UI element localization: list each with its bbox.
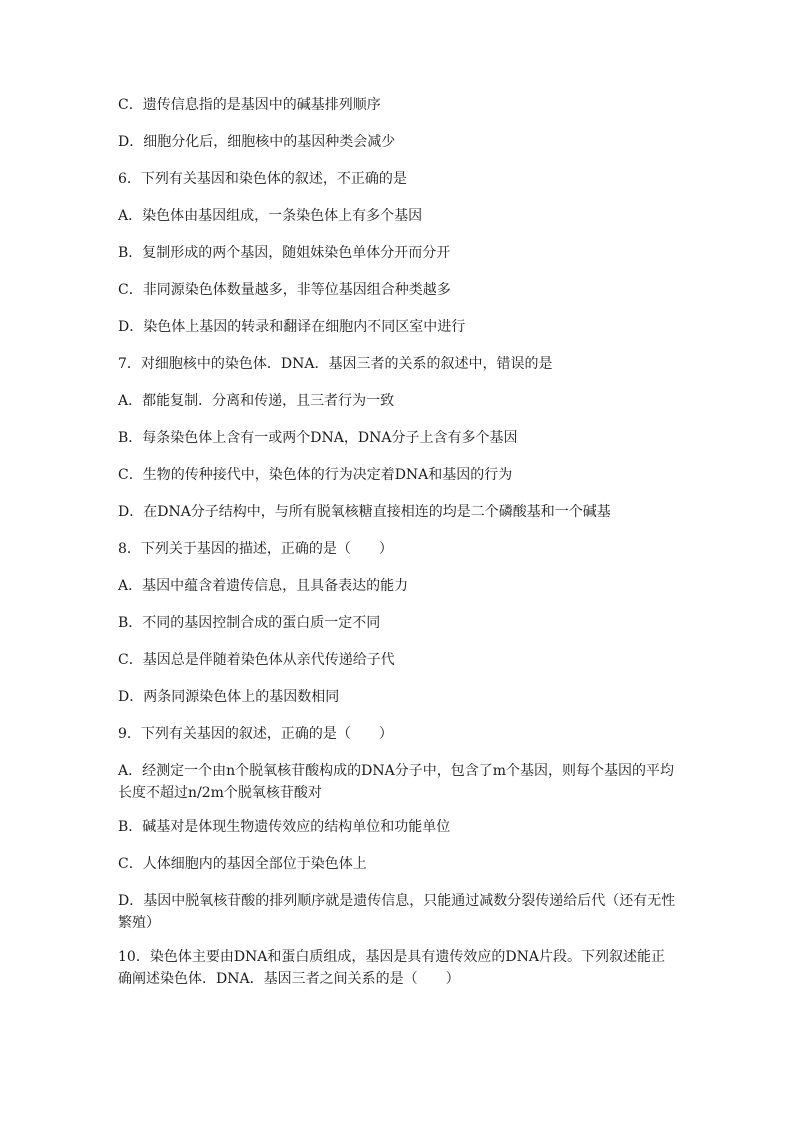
option-a-q6: A．染色体由基因组成，一条染色体上有多个基因	[118, 208, 423, 224]
document-page	[118, 94, 678, 1005]
question-9: 9．下列有关基因的叙述，正确的是（ ）	[118, 726, 393, 742]
question-6: 6．下列有关基因和染色体的叙述，不正确的是	[118, 171, 407, 187]
option-d-q6: D．染色体上基因的转录和翻译在细胞内不同区室中进行	[118, 319, 466, 335]
option-d-q5: D．细胞分化后，细胞核中的基因种类会减少	[118, 134, 396, 150]
option-b-q8: B．不同的基因控制合成的蛋白质一定不同	[118, 615, 381, 631]
option-c-q8: C．基因总是伴随着染色体从亲代传递给子代	[118, 652, 395, 668]
option-d-q9: D．基因中脱氧核苷酸的排列顺序就是遗传信息，只能通过减数分裂传递给后代（还有无性繁殖）	[118, 893, 676, 931]
option-a-q7: A．都能复制．分离和传递，且三者行为一致	[118, 393, 395, 409]
option-d-q7: D．在DNA分子结构中，与所有脱氧核糖直接相连的均是二个磷酸基和一个碱基	[118, 504, 611, 520]
option-c-q7: C．生物的传种接代中，染色体的行为决定着DNA和基因的行为	[118, 467, 513, 483]
option-b-q9: B．碱基对是体现生物遗传效应的结构单位和功能单位	[118, 819, 451, 835]
option-a-q8: A．基因中蕴含着遗传信息，且具备表达的能力	[118, 578, 409, 594]
option-c-q9: C．人体细胞内的基因全部位于染色体上	[118, 856, 367, 872]
option-d-q8: D．两条同源染色体上的基因数相同	[118, 689, 340, 705]
question-10: 10．染色体主要由DNA和蛋白质组成，基因是具有遗传效应的DNA片段。下列叙述能正确阐述染色体．DNA．基因三者之间关系的是（ ）	[118, 949, 665, 987]
option-b-q6: B．复制形成的两个基因，随姐妹染色单体分开而分开	[118, 245, 451, 261]
question-7: 7．对细胞核中的染色体．DNA．基因三者的关系的叙述中，错误的是	[118, 356, 553, 372]
option-c-q6: C．非同源染色体数量越多，非等位基因组合种类越多	[118, 282, 451, 298]
option-b-q7: B．每条染色体上含有一或两个DNA，DNA分子上含有多个基因	[118, 430, 518, 446]
option-a-q9: A．经测定一个由n个脱氧核苷酸构成的DNA分子中，包含了m个基因，则每个基因的平均长度不超过n/2m个脱氧核苷酸对	[118, 763, 674, 801]
question-8: 8．下列关于基因的描述，正确的是（ ）	[118, 541, 393, 557]
option-c-q5: C．遗传信息指的是基因中的碱基排列顺序	[118, 97, 381, 113]
